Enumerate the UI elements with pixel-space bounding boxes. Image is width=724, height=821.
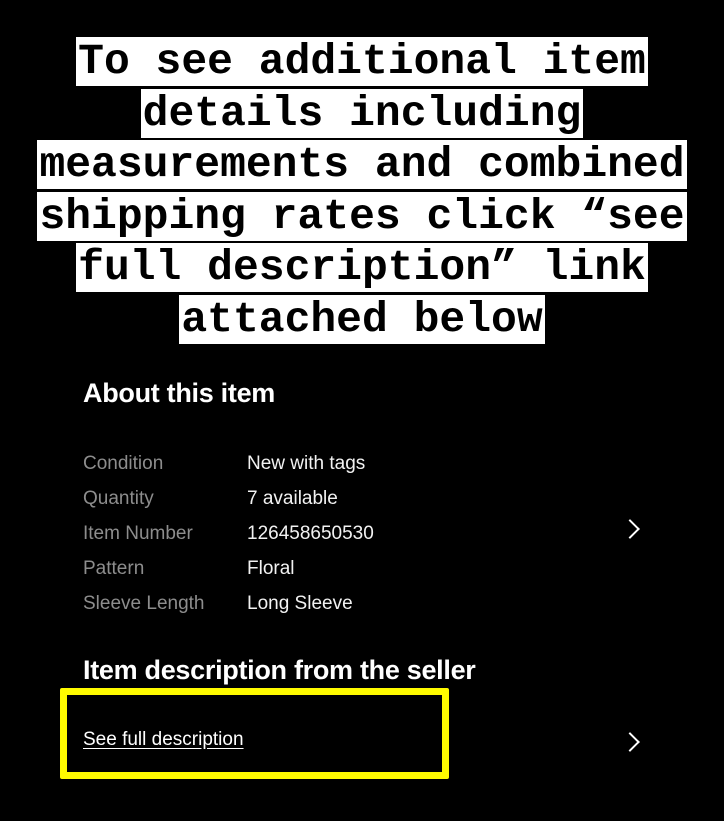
caption-line [0, 294, 724, 346]
caption-text: measurements and combined [39, 140, 685, 189]
chevron-right-icon[interactable] [620, 732, 640, 752]
spec-row-pattern [83, 552, 663, 587]
spec-label: Pattern [83, 558, 145, 580]
spec-label: Item Number [83, 522, 193, 544]
caption-text: shipping rates click “see [39, 191, 685, 241]
spec-row-sleeve-length [83, 587, 663, 622]
spec-row-quantity [83, 481, 663, 516]
item-specifics-table [83, 446, 663, 622]
spec-row-item-number[interactable] [83, 516, 663, 551]
spec-row-condition [83, 446, 663, 481]
caption-line [0, 36, 724, 88]
caption-text: To see additional item [78, 37, 646, 86]
item-description-heading: Item description from the seller [83, 655, 476, 685]
caption-line [0, 191, 724, 243]
spec-label: Condition [83, 452, 164, 474]
caption-line [0, 139, 724, 191]
spec-value: 126458650530 [247, 522, 374, 544]
spec-label: Sleeve Length [83, 593, 205, 615]
caption-text: full description” link [78, 243, 646, 292]
caption-text: details including [142, 88, 582, 138]
instruction-caption [0, 36, 724, 345]
spec-label: Quantity [83, 487, 154, 509]
spec-value: 7 available [247, 487, 338, 509]
caption-text: attached below [181, 294, 543, 344]
spec-value: Floral [247, 558, 295, 580]
caption-line [0, 242, 724, 294]
caption-line [0, 88, 724, 140]
spec-value: Long Sleeve [247, 593, 353, 615]
spec-value: New with tags [247, 452, 366, 474]
about-item-heading: About this item [83, 378, 275, 408]
see-full-description-link[interactable]: See full description [83, 729, 244, 750]
